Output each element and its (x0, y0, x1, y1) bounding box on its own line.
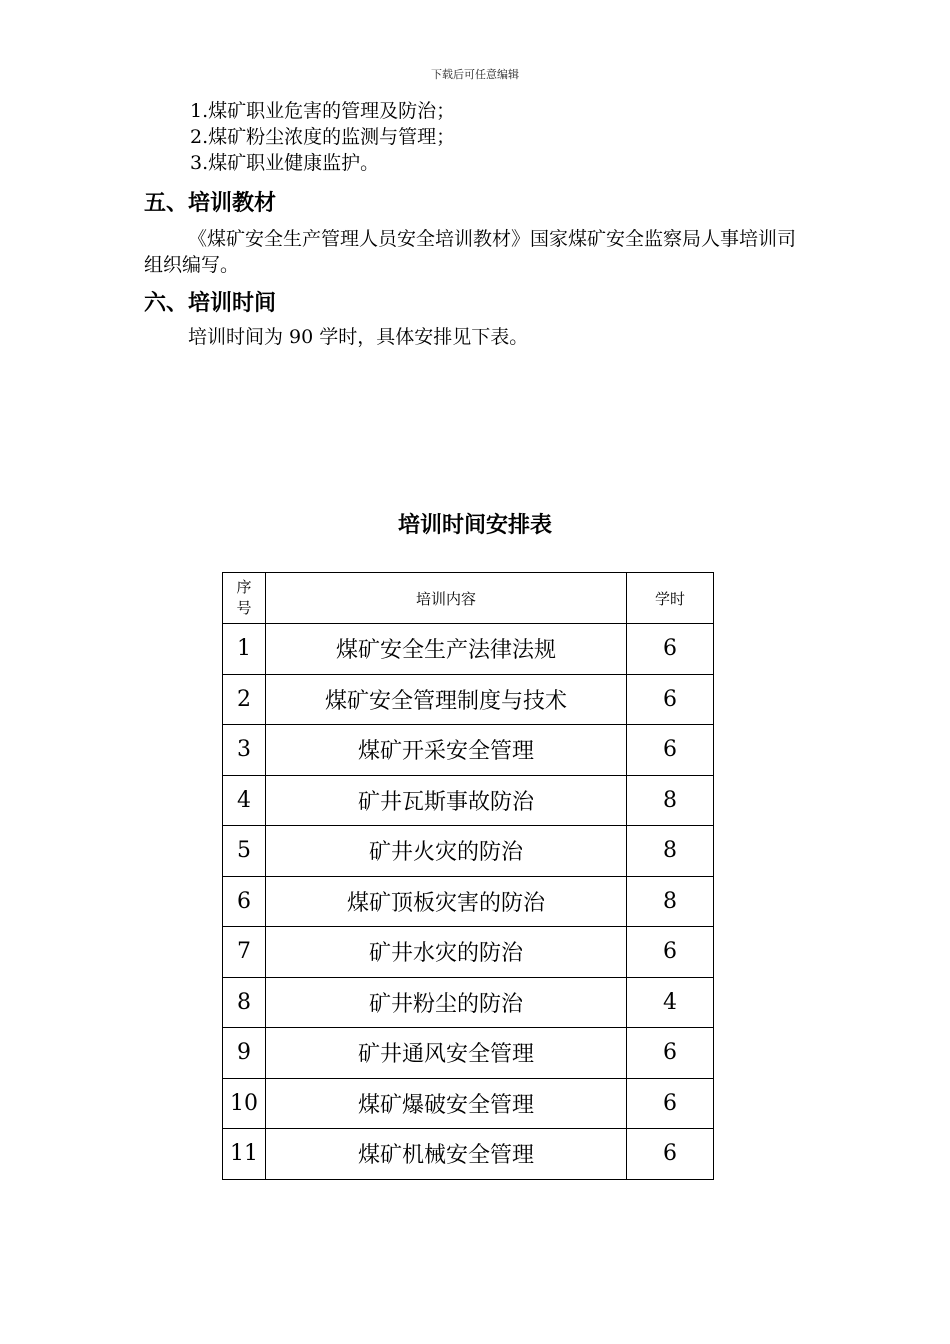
table-row (223, 826, 714, 877)
row-content: 煤矿机械安全管理 (266, 1129, 627, 1180)
row-content: 煤矿安全管理制度与技术 (266, 674, 627, 725)
list-item: 3.煤矿职业健康监护。 (190, 152, 380, 174)
row-index: 5 (223, 826, 266, 877)
row-content: 矿井火灾的防治 (266, 826, 627, 877)
row-hours: 6 (627, 1078, 714, 1129)
table-header-row (223, 573, 714, 624)
row-index: 4 (223, 775, 266, 826)
row-hours: 8 (627, 876, 714, 927)
row-index: 10 (223, 1078, 266, 1129)
schedule-table (222, 572, 714, 1180)
table-row (223, 876, 714, 927)
row-content: 煤矿开采安全管理 (266, 725, 627, 776)
table-row (223, 1028, 714, 1079)
header-note: 下载后可任意编辑 (431, 68, 519, 81)
row-hours: 6 (627, 725, 714, 776)
row-index: 3 (223, 725, 266, 776)
list-item: 1.煤矿职业危害的管理及防治； (190, 100, 456, 122)
row-index: 9 (223, 1028, 266, 1079)
table-row (223, 1129, 714, 1180)
table-row (223, 775, 714, 826)
table-row (223, 927, 714, 978)
row-hours: 6 (627, 1129, 714, 1180)
row-hours: 6 (627, 927, 714, 978)
row-index: 2 (223, 674, 266, 725)
row-content: 矿井瓦斯事故防治 (266, 775, 627, 826)
section-heading-textbook: 五、培训教材 (144, 191, 277, 216)
row-content: 煤矿顶板灾害的防治 (266, 876, 627, 927)
row-hours: 6 (627, 1028, 714, 1079)
row-index: 8 (223, 977, 266, 1028)
row-content: 矿井通风安全管理 (266, 1028, 627, 1079)
training-time-paragraph: 培训时间为 90 学时，具体安排见下表。 (188, 326, 529, 348)
table-row (223, 1078, 714, 1129)
row-hours: 6 (627, 674, 714, 725)
table-row (223, 624, 714, 675)
row-index: 11 (223, 1129, 266, 1180)
row-hours: 8 (627, 826, 714, 877)
row-hours: 4 (627, 977, 714, 1028)
row-hours: 6 (627, 624, 714, 675)
table-row (223, 725, 714, 776)
table-row (223, 977, 714, 1028)
header-hours: 学时 (627, 573, 714, 624)
table-row (223, 674, 714, 725)
row-content: 煤矿安全生产法律法规 (266, 624, 627, 675)
header-content: 培训内容 (266, 573, 627, 624)
textbook-paragraph: 《煤矿安全生产管理人员安全培训教材》国家煤矿安全监察局人事培训司组织编写。 (144, 228, 797, 276)
row-index: 7 (223, 927, 266, 978)
row-content: 煤矿爆破安全管理 (266, 1078, 627, 1129)
row-index: 6 (223, 876, 266, 927)
row-content: 矿井粉尘的防治 (266, 977, 627, 1028)
occupational-health-list (190, 98, 455, 176)
row-hours: 8 (627, 775, 714, 826)
header-index: 序 号 (223, 573, 266, 624)
section-heading-training-time: 六、培训时间 (144, 291, 277, 316)
table-title: 培训时间安排表 (397, 513, 552, 538)
list-item: 2.煤矿粉尘浓度的监测与管理； (190, 126, 456, 148)
row-index: 1 (223, 624, 266, 675)
row-content: 矿井水灾的防治 (266, 927, 627, 978)
